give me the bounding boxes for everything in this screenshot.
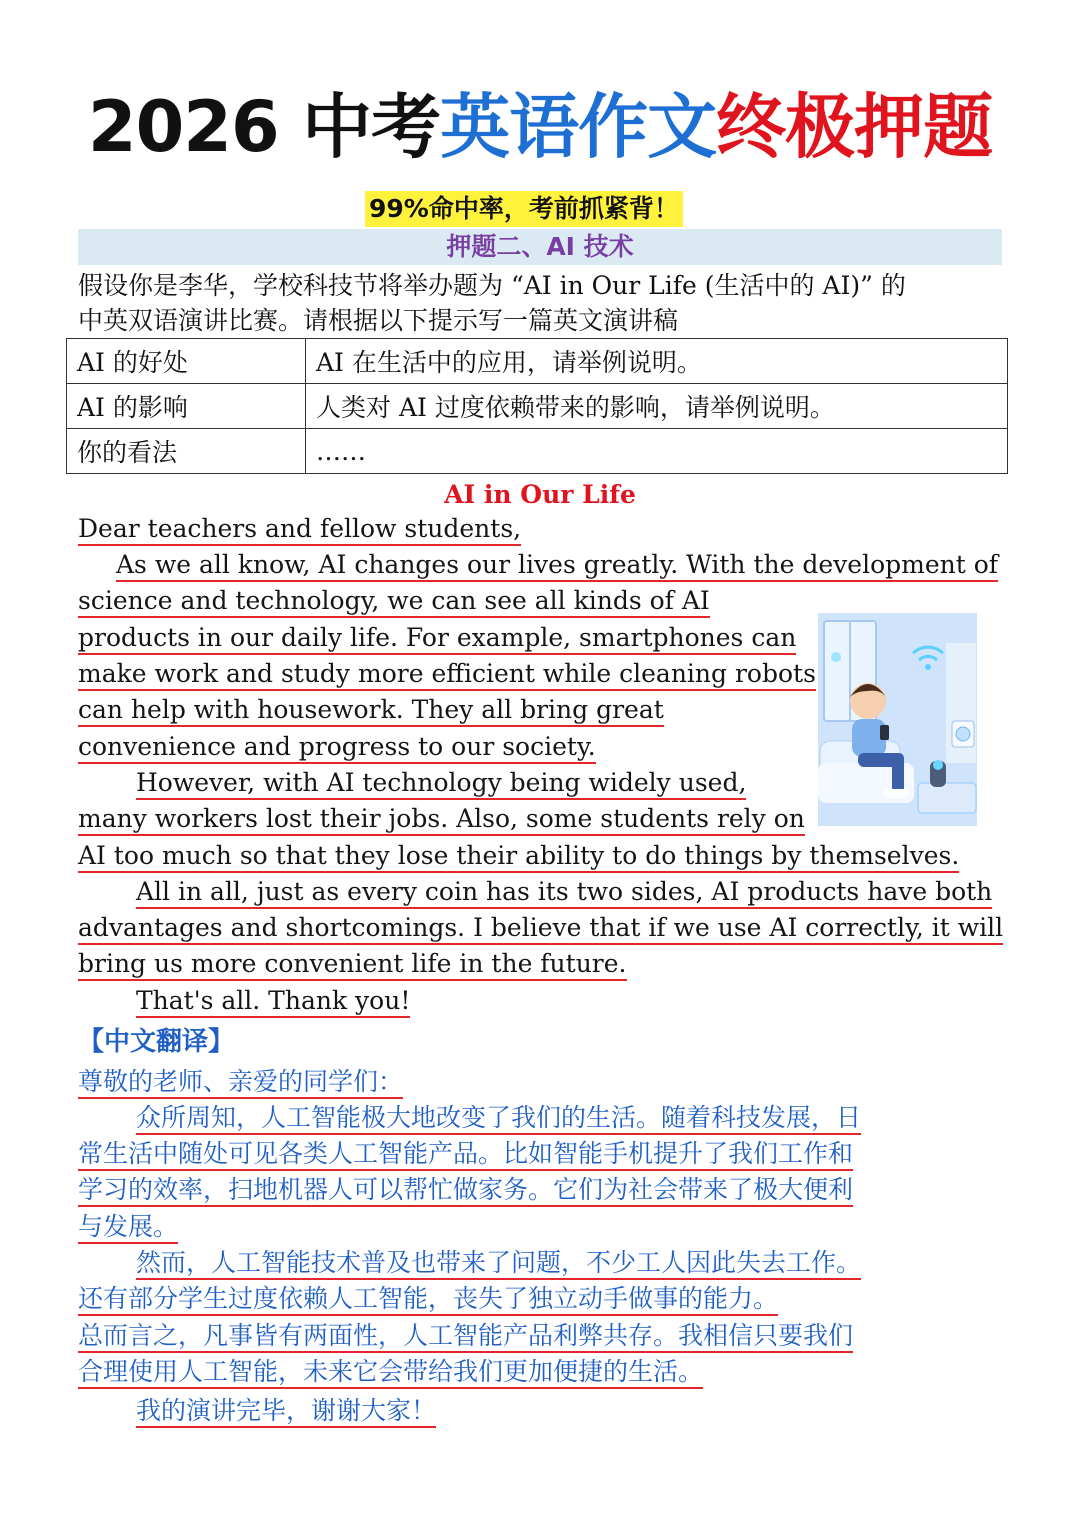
essay-line: make work and study more efficient while cleaning robots [78, 658, 816, 694]
essay-title: AI in Our Life [444, 480, 636, 509]
translation-line: 常生活中随处可见各类人工智能产品。比如智能手机提升了我们工作和 [78, 1138, 853, 1174]
essay-line: Dear teachers and fellow students, [78, 513, 521, 549]
translation-line: 众所周知，人工智能极大地改变了我们的生活。随着科技发展，日 [136, 1102, 861, 1138]
prompt-line-1: 假设你是李华，学校科技节将举办题为 “AI in Our Life (生活中的 AI)” 的 [78, 271, 906, 300]
essay-line: science and technology, we can see all kinds of AI [78, 585, 710, 621]
essay-line: All in all, just as every coin has its two sides, AI products have both [136, 876, 992, 912]
boy-with-smart-home-devices-illustration [818, 613, 977, 826]
essay-line: That's all. Thank you! [136, 985, 410, 1021]
title-part-english-essay: 英语作文 [440, 86, 717, 168]
translation-line: 我的演讲完毕，谢谢大家！ [136, 1395, 436, 1431]
essay-line: AI too much so that they lose their ability to do things by themselves. [78, 840, 959, 876]
translation-line: 然而，人工智能技术普及也带来了问题，不少工人因此失去工作。 [136, 1247, 861, 1283]
hint-value: …… [306, 429, 1008, 474]
translation-line: 尊敬的老师、亲爱的同学们： [78, 1066, 403, 1102]
page-title [0, 86, 1080, 168]
table-row [67, 339, 1008, 384]
essay-line: bring us more convenient life in the future. [78, 948, 627, 984]
essay-line: many workers lost their jobs. Also, some students rely on [78, 803, 805, 839]
table-row [67, 384, 1008, 429]
hint-value: AI 在生活中的应用，请举例说明。 [306, 339, 1008, 384]
title-part-prediction: 终极押题 [716, 86, 993, 168]
hint-key: AI 的影响 [67, 384, 306, 429]
hints-table [66, 338, 1008, 474]
essay-line: However, with AI technology being widely used, [136, 767, 746, 803]
table-row [67, 429, 1008, 474]
translation-line: 合理使用人工智能，未来它会带给我们更加便捷的生活。 [78, 1356, 703, 1392]
prompt-line-2: 中英双语演讲比赛。请根据以下提示写一篇英文演讲稿 [78, 306, 679, 335]
essay-line: advantages and shortcomings. I believe that if we use AI correctly, it will [78, 912, 1003, 948]
title-part-year: 2026 中考 [87, 86, 441, 168]
illustration-svg [818, 613, 977, 826]
essay-line: can help with housework. They all bring great [78, 694, 664, 730]
hint-key: 你的看法 [67, 429, 306, 474]
essay-prompt [78, 268, 1008, 338]
translation-heading: 【中文翻译】 [78, 1027, 235, 1057]
translation-line: 总而言之，凡事皆有两面性，人工智能产品利弊共存。我相信只要我们 [78, 1320, 853, 1356]
translation-line: 与发展。 [78, 1211, 178, 1247]
hint-value: 人类对 AI 过度依赖带来的影响，请举例说明。 [306, 384, 1008, 429]
section-heading: 押题二、AI 技术 [78, 229, 1002, 265]
subtitle-highlight: 99%命中率，考前抓紧背！ [365, 191, 683, 227]
hint-key: AI 的好处 [67, 339, 306, 384]
essay-line: convenience and progress to our society. [78, 731, 596, 767]
essay-line: As we all know, AI changes our lives greatly. With the development of [116, 549, 998, 585]
translation-line: 学习的效率，扫地机器人可以帮忙做家务。它们为社会带来了极大便利 [78, 1174, 853, 1210]
essay-line: products in our daily life. For example, smartphones can [78, 622, 796, 658]
translation-line: 还有部分学生过度依赖人工智能，丧失了独立动手做事的能力。 [78, 1283, 778, 1319]
